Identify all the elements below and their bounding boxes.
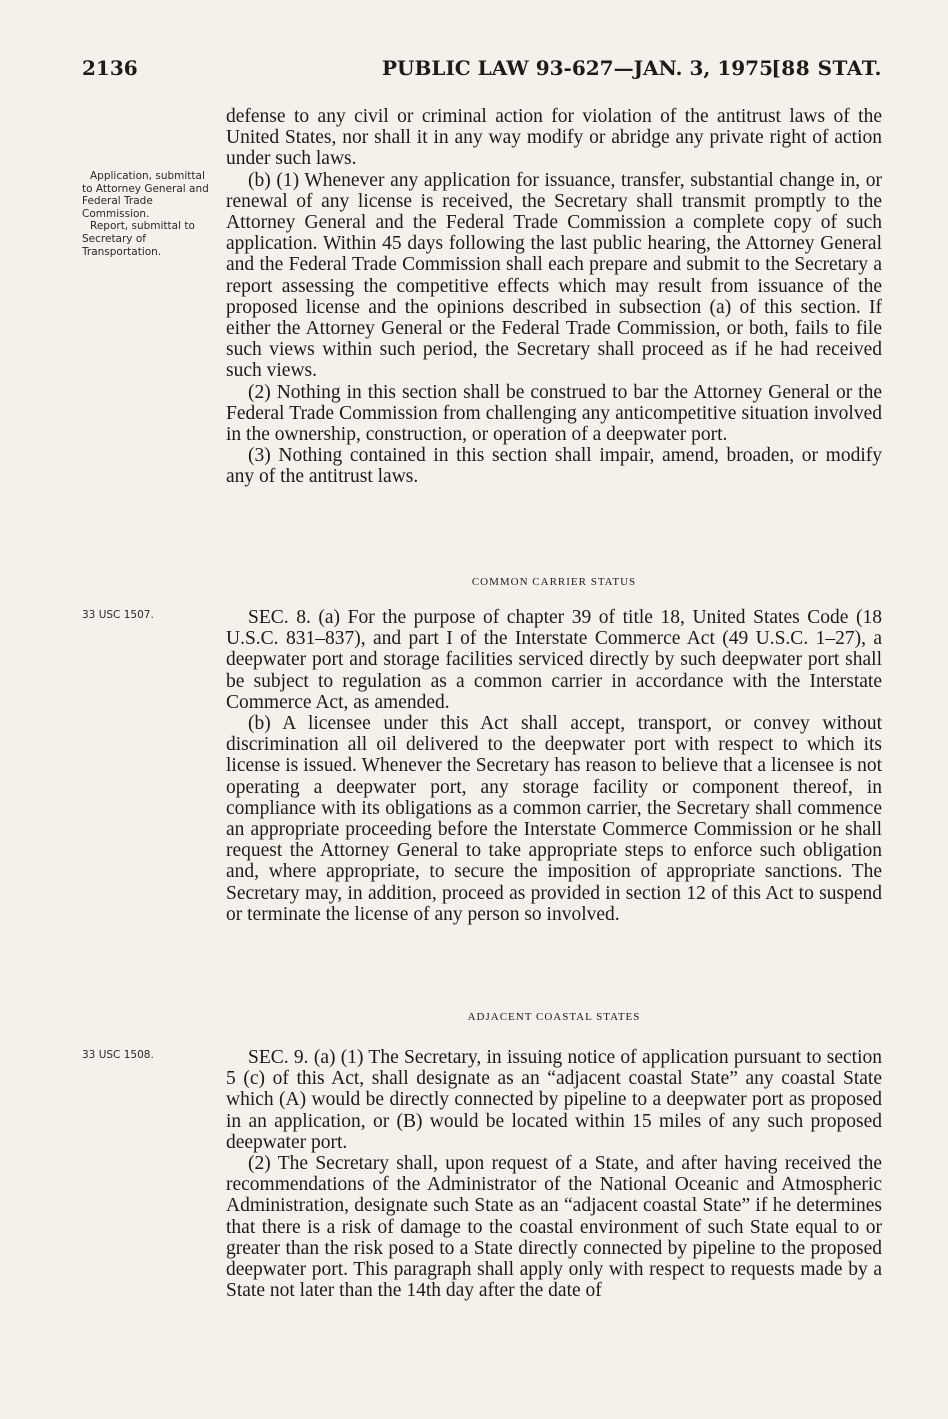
paragraph-b1: (b) (1) Whenever any application for issuance, transfer, substantial change in, or renewal of any license is received, the Secretary shall transmit promptly to the Attorney General and the Federal Trade Commission a complete copy of such application. Within 45 days following the last public hearing, the Attorney General and the Federal Trade Commission shall each prepare and submit to the Secretary a report assessing the competitive effects which may result from issuance of the proposed license and the opinions described in subsection (a) of this section. If either the Attorney General or the Federal Trade Commission, or both, fails to file such views within such period, the Secretary shall proceed as if he had received such views. [226,169,882,382]
paragraph-sec8a: SEC. 8. (a) For the purpose of chapter 39 of title 18, United States Code (18 U.S.C. 831–837), and part I of the Interstate Commerce Act (49 U.S.C. 1–27), a deepwater port and storage facilities serviced directly by such deepwater port shall be subject to regulation as a common carrier in accordance with the Interstate Commerce Act, as amended. [226,607,882,713]
page-header [82,56,882,90]
report-note-text: Report, submittal to Secretary of Transportation. [82,220,195,258]
page-number: 2136 [82,56,138,80]
paragraph-sec9a2: (2) The Secretary shall, upon request of a State, and after having received the recommendations of the Administrator of the National Oceanic and Atmospheric Administration, designate such State as an “adjacent coastal State” if he determines that there is a risk of damage to the coastal environment of such State equal to or greater than the risk posed to a State directly connected by pipeline to the proposed deepwater port. This paragraph shall apply only with respect to requests made by a State not later than the 14th day after the date of [226,1153,882,1302]
margin-note-application [82,170,218,258]
margin-note-sec9: 33 USC 1508. [82,1049,154,1061]
body-section-sec9 [226,1047,882,1301]
paragraph-sec9a1: SEC. 9. (a) (1) The Secretary, in issuing notice of application pursuant to section 5 (c) of this Act, shall designate as an “adjacent coastal State” any coastal State which (A) would be directly connected by pipeline to a deepwater port as proposed in an application, or (B) would be located within 15 miles of any such proposed deepwater port. [226,1047,882,1153]
body-section-sec8 [226,607,882,925]
statute-reference: [88 STAT. [771,56,882,80]
body-section-antitrust [226,106,882,488]
heading-common-carrier: COMMON CARRIER STATUS [471,576,637,588]
paragraph-b2: (2) Nothing in this section shall be construed to bar the Attorney General or the Federal Trade Commission from challenging any anticompetitive situation involved in the ownership, construction, or operation of a deepwater port. [226,381,882,446]
paragraph-sec8b: (b) A licensee under this Act shall accept, transport, or convey without discrimination all oil delivered to the deepwater port with respect to which its license is issued. Whenever the Secretary has reason to believe that a licensee is not operating a deepwater port, any storage facility or component thereof, in compliance with its obligations as a common carrier, the Secretary shall commence an appropriate proceeding before the Interstate Commerce Commission or he shall request the Attorney General to take appropriate steps to enforce such obligation and, where appropriate, to secure the imposition of appropriate sanctions. The Secretary may, in addition, proceed as provided in section 12 of this Act to suspend or terminate the license of any person so involved. [226,713,882,925]
paragraph-continuation: defense to any civil or criminal action for violation of the antitrust laws of the United States, nor shall it in any way modify or abridge any private right of action under such laws. [226,106,882,170]
application-note-text: Application, submittal to Attorney General and Federal Trade Commission. [82,170,209,220]
heading-adjacent-states: ADJACENT COASTAL STATES [467,1011,641,1023]
paragraph-b3: (3) Nothing contained in this section shall impair, amend, broaden, or modify any of the antitrust laws. [226,445,882,488]
margin-note-sec8: 33 USC 1507. [82,609,154,621]
page-title: PUBLIC LAW 93-627—JAN. 3, 1975 [382,56,773,80]
